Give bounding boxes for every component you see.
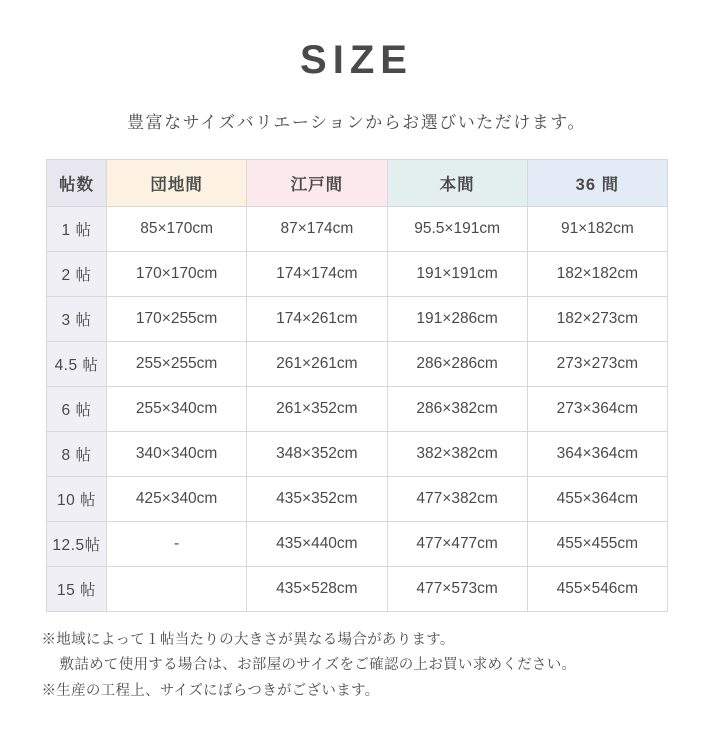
table-cell: 273×364cm: [527, 387, 667, 432]
table-cell: 435×352cm: [247, 477, 387, 522]
table-cell: 455×546cm: [527, 567, 667, 612]
column-header-danchima: 団地間: [107, 160, 247, 207]
table-header-row: [47, 160, 668, 207]
table-cell: 455×364cm: [527, 477, 667, 522]
size-chart-page: [0, 38, 713, 751]
table-cell: 255×255cm: [107, 342, 247, 387]
note-line-3: ※生産の工程上、サイズにばらつきがございます。: [41, 682, 380, 699]
page-title: SIZE: [300, 38, 413, 82]
table-row: [47, 567, 668, 612]
column-header-edoma: 江戸間: [247, 160, 387, 207]
table-row: [47, 297, 668, 342]
note-line-2: 敷詰めて使用する場合は、お部屋のサイズをご確認の上お買い求めください。: [59, 657, 577, 674]
table-header: [47, 160, 668, 207]
row-label: 12.5帖: [47, 522, 107, 567]
table-cell: 255×340cm: [107, 387, 247, 432]
table-cell: 382×382cm: [387, 432, 527, 477]
table-cell: 273×273cm: [527, 342, 667, 387]
table-row: [47, 522, 668, 567]
notes-section: [42, 628, 672, 704]
table-cell: 477×573cm: [387, 567, 527, 612]
table-row: [47, 342, 668, 387]
table-cell: 95.5×191cm: [387, 207, 527, 252]
row-label: 10 帖: [47, 477, 107, 522]
table-cell: 435×528cm: [247, 567, 387, 612]
table-cell: 286×286cm: [387, 342, 527, 387]
table-cell: 170×170cm: [107, 252, 247, 297]
table-cell: 348×352cm: [247, 432, 387, 477]
column-header-honma: 本間: [387, 160, 527, 207]
table-cell: [107, 567, 247, 612]
table-cell: 340×340cm: [107, 432, 247, 477]
row-label: 1 帖: [47, 207, 107, 252]
table-row: [47, 252, 668, 297]
table-body: [47, 207, 668, 612]
row-label: 2 帖: [47, 252, 107, 297]
table-cell: 174×261cm: [247, 297, 387, 342]
table-cell: 286×382cm: [387, 387, 527, 432]
table-cell: 182×273cm: [527, 297, 667, 342]
table-cell: 425×340cm: [107, 477, 247, 522]
note-line-1: ※地域によって１帖当たりの大きさが異なる場合があります。: [41, 632, 455, 648]
table-cell: 477×382cm: [387, 477, 527, 522]
table-cell: 261×352cm: [247, 387, 387, 432]
row-label: 8 帖: [47, 432, 107, 477]
table-cell: -: [107, 522, 247, 567]
row-label: 15 帖: [47, 567, 107, 612]
table-cell: 364×364cm: [527, 432, 667, 477]
row-label: 6 帖: [47, 387, 107, 432]
column-header-36ma: 36 間: [527, 160, 667, 207]
table-row: [47, 207, 668, 252]
size-table: [46, 159, 668, 612]
row-label: 4.5 帖: [47, 342, 107, 387]
table-cell: 170×255cm: [107, 297, 247, 342]
table-cell: 435×440cm: [247, 522, 387, 567]
table-cell: 182×182cm: [527, 252, 667, 297]
table-cell: 191×286cm: [387, 297, 527, 342]
table-cell: 174×174cm: [247, 252, 387, 297]
size-table-container: [46, 159, 667, 612]
table-cell: 85×170cm: [107, 207, 247, 252]
table-row: [47, 432, 668, 477]
table-cell: 455×455cm: [527, 522, 667, 567]
table-cell: 91×182cm: [527, 207, 667, 252]
page-subtitle: 豊富なサイズバリエーションからお選びいただけます。: [127, 113, 586, 132]
table-row: [47, 477, 668, 522]
table-cell: 261×261cm: [247, 342, 387, 387]
row-label: 3 帖: [47, 297, 107, 342]
table-cell: 477×477cm: [387, 522, 527, 567]
column-header-label: 帖数: [47, 160, 107, 207]
table-cell: 87×174cm: [247, 207, 387, 252]
table-cell: 191×191cm: [387, 252, 527, 297]
table-row: [47, 387, 668, 432]
